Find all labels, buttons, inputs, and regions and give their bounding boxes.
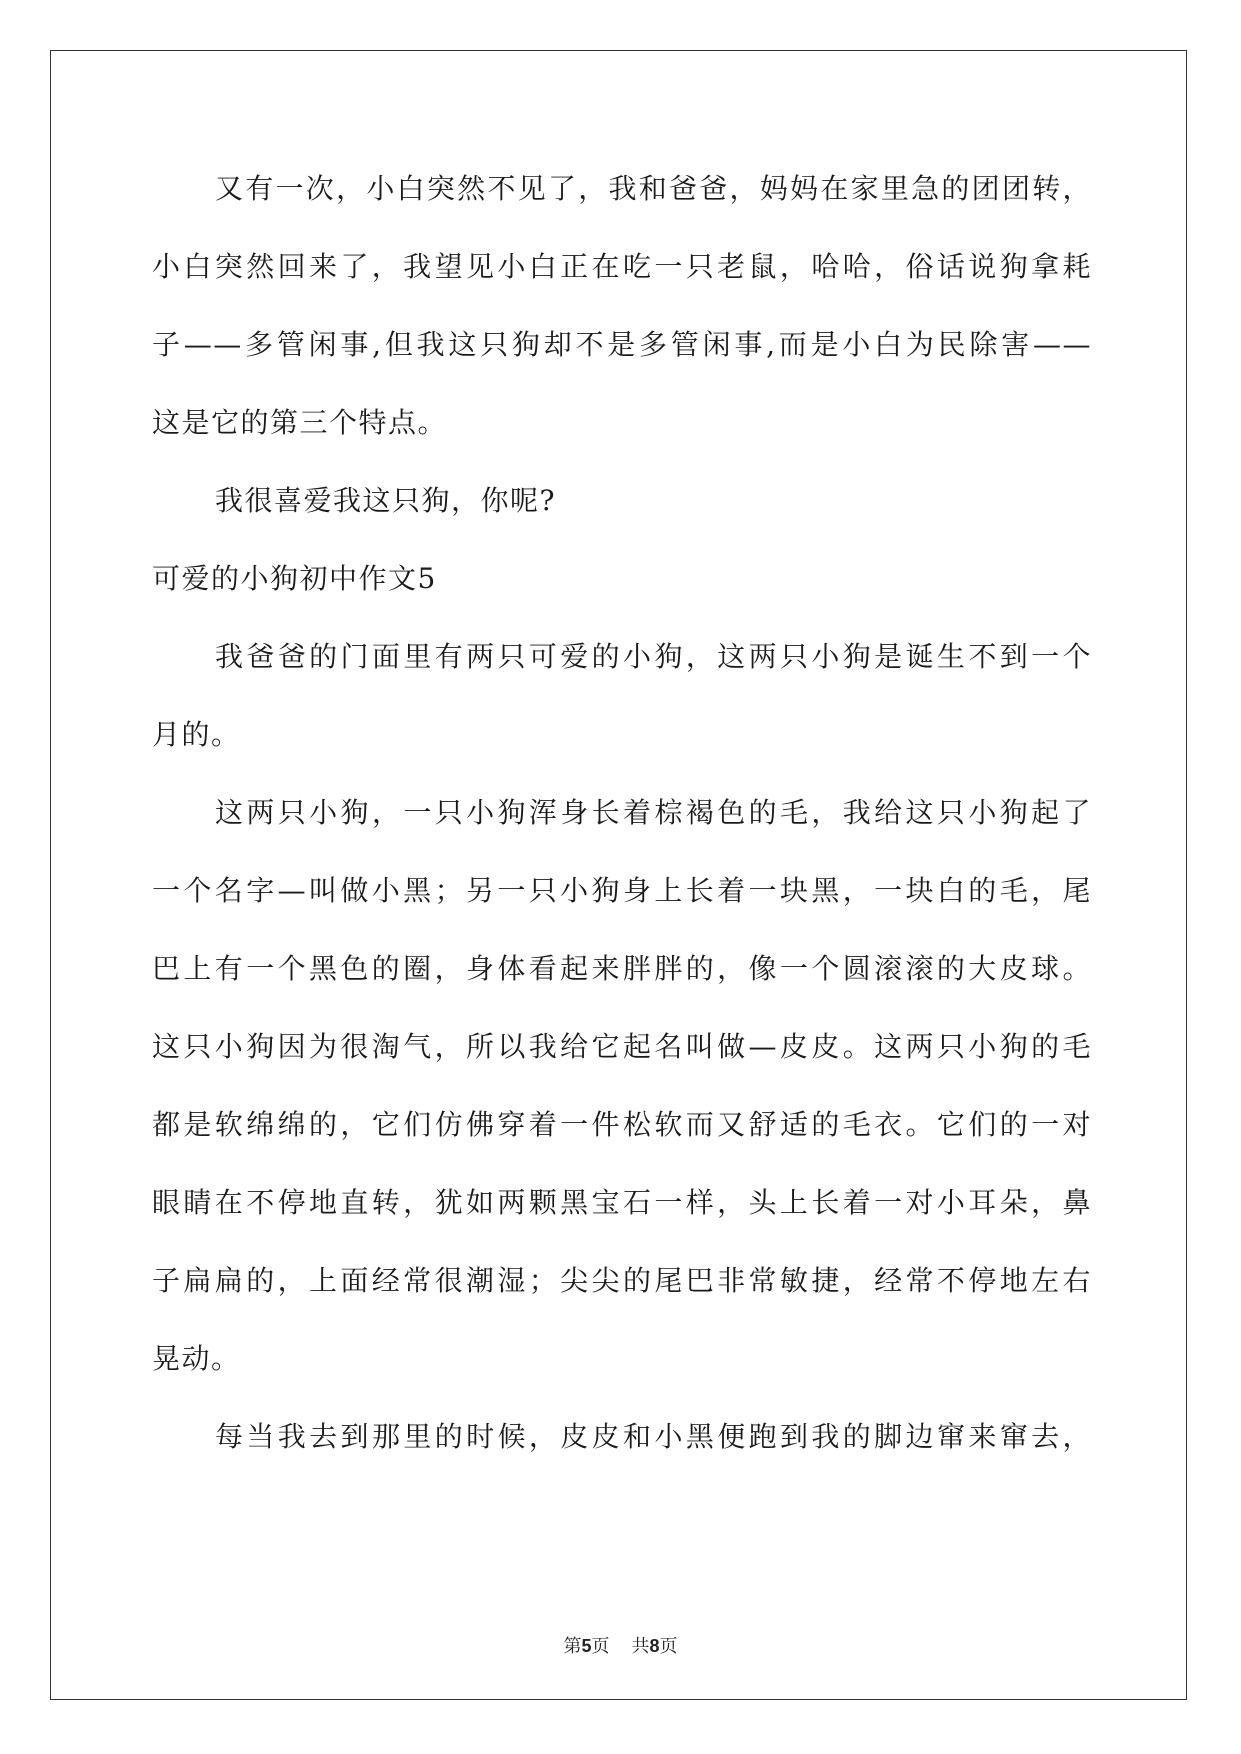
text-line: 这只小狗因为很淘气，所以我给它起名叫做—皮皮。这两只小狗的毛: [152, 1030, 1092, 1063]
text-line: 巴上有一个黑色的圈，身体看起来胖胖的，像一个圆滚滚的大皮球。: [152, 952, 1092, 985]
current-page-number: 5: [581, 1636, 592, 1656]
footer-total-suffix: 页: [659, 1636, 678, 1657]
page-footer: [0, 1635, 1241, 1658]
text-line: 这是它的第三个特点。: [152, 406, 448, 439]
text-line: 我很喜爱我这只狗，你呢?: [215, 484, 557, 517]
text-line: 月的。: [152, 718, 241, 751]
footer-total-prefix: 共: [631, 1636, 650, 1657]
text-line: 又有一次，小白突然不见了，我和爸爸，妈妈在家里急的团团转，: [215, 172, 1092, 205]
section-heading: 可爱的小狗初中作文5: [152, 562, 437, 595]
text-line: 晃动。: [152, 1342, 241, 1375]
text-line: 我爸爸的门面里有两只可爱的小狗，这两只小狗是诞生不到一个: [215, 640, 1092, 673]
text-line: 每当我去到那里的时候，皮皮和小黑便跑到我的脚边窜来窜去，: [215, 1420, 1092, 1453]
text-line: 一个名字—叫做小黑；另一只小狗身上长着一块黑，一块白的毛，尾: [152, 874, 1092, 907]
text-line: 小白突然回来了，我望见小白正在吃一只老鼠，哈哈，俗话说狗拿耗: [152, 250, 1092, 283]
document-body: [152, 150, 1092, 1476]
text-line: 眼睛在不停地直转，犹如两颗黑宝石一样，头上长着一对小耳朵，鼻: [152, 1186, 1092, 1219]
footer-page-suffix: 页: [591, 1636, 610, 1657]
footer-prefix: 第: [563, 1636, 582, 1657]
total-pages-number: 8: [649, 1636, 660, 1656]
text-line: 这两只小狗，一只小狗浑身长着棕褐色的毛，我给这只小狗起了: [215, 796, 1092, 829]
text-line: 子——多管闲事,但我这只狗却不是多管闲事,而是小白为民除害——: [152, 328, 1092, 361]
text-line: 都是软绵绵的，它们仿佛穿着一件松软而又舒适的毛衣。它们的一对: [152, 1108, 1092, 1141]
text-line: 子扁扁的，上面经常很潮湿；尖尖的尾巴非常敏捷，经常不停地左右: [152, 1264, 1092, 1297]
